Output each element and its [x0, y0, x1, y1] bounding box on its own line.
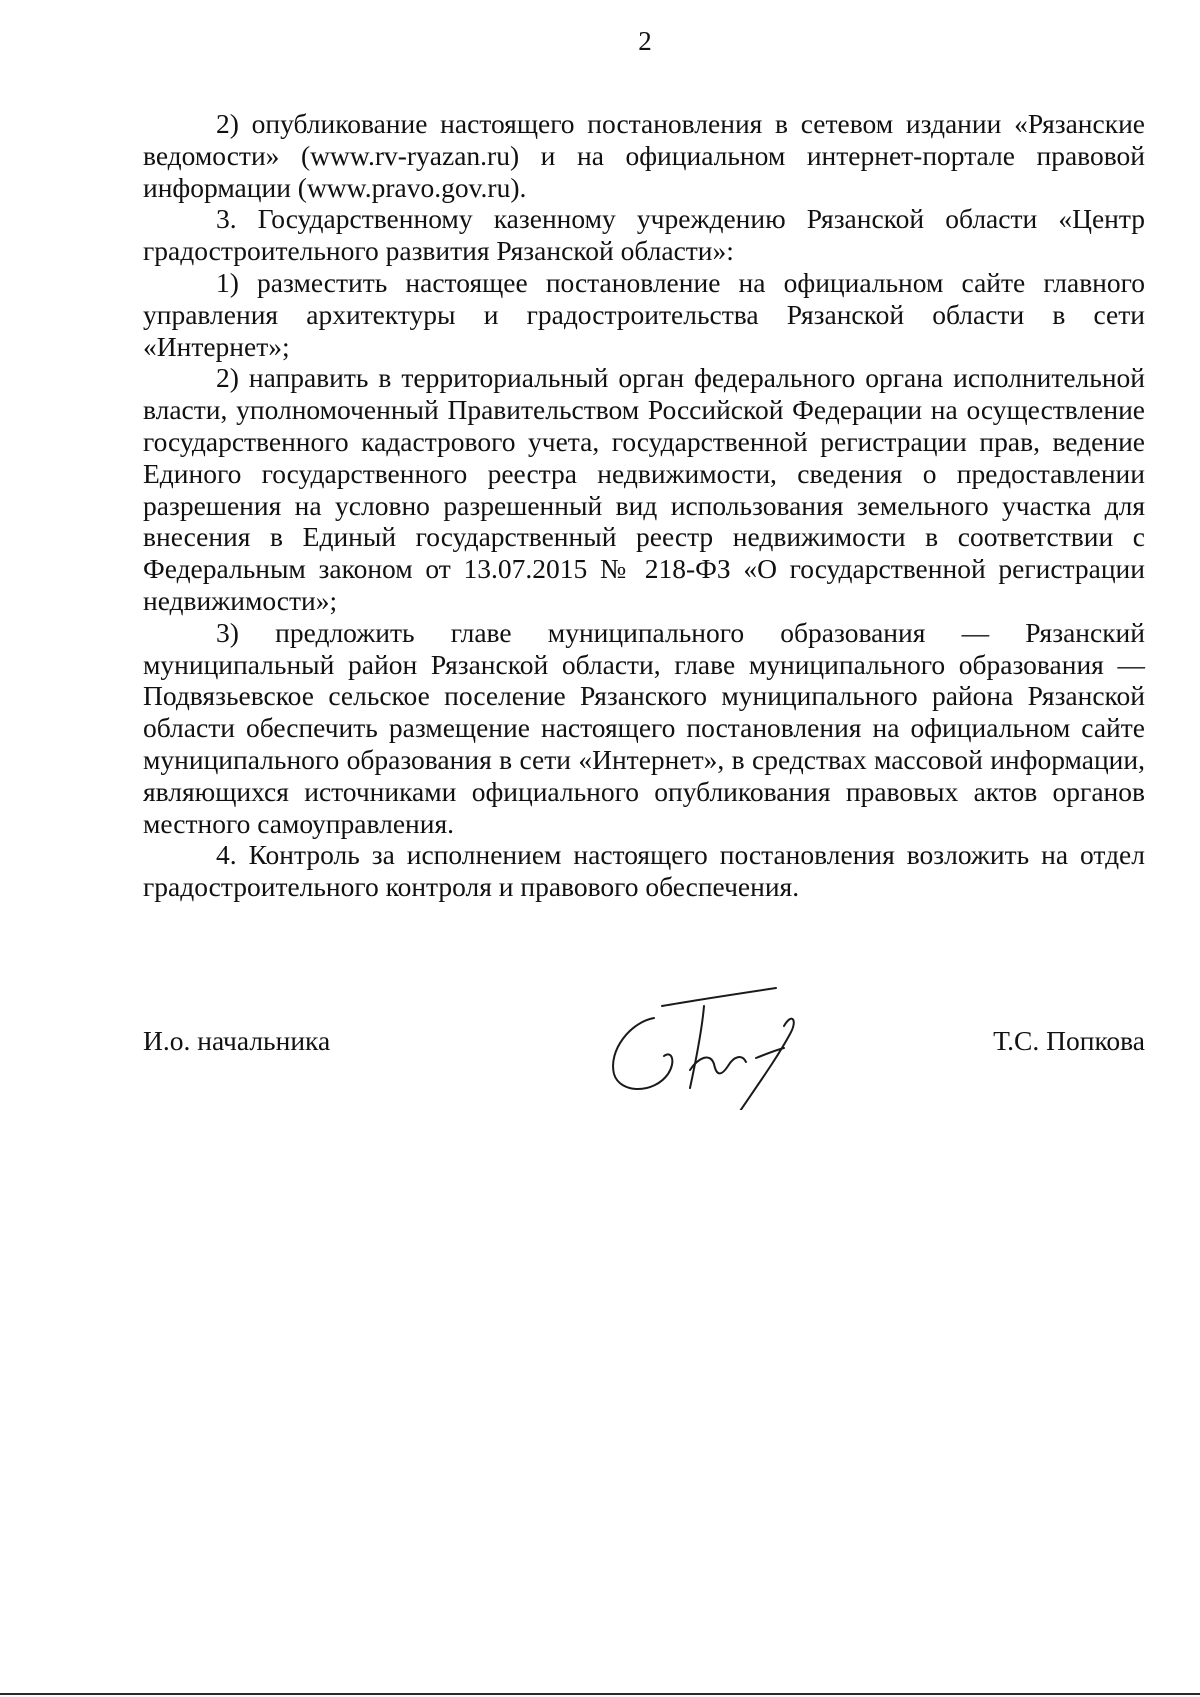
paragraph-propose-municipal: 3) предложить главе муниципального образования — Рязанский муниципальный район Рязанской области, главе муниципального образования — Подвязьевское сельское поселение Рязанского муниципального района Рязанской области обеспечить размещение настоящего постановления на официальном сайте муниципального образования в сети «Интернет», в средствах массовой информации, являющихся источниками официального опубликования правовых актов органов местного самоуправления.	[143, 616, 1145, 839]
paragraph-publication: 2) опубликование настоящего постановления в сетевом издании «Рязанские ведомости» (www.rv-ryazan.ru) и на официальном интернет-портале правовой информации (www.pravo.gov.ru).	[143, 108, 1145, 203]
page-edge-line	[0, 1693, 1200, 1695]
page-number: 2	[638, 26, 652, 56]
signer-position: И.о. начальника	[143, 1025, 331, 1056]
paragraph-control: 4. Контроль за исполнением настоящего постановления возложить на отдел градостроительного контроля и правового обеспечения.	[143, 839, 1145, 903]
signer-name: Т.С. Попкова	[993, 1025, 1145, 1056]
document-body	[143, 108, 1145, 903]
handwritten-signature	[606, 970, 826, 1110]
paragraph-send-to-registry: 2) направить в территориальный орган федерального органа исполнительной власти, уполномоченный Правительством Российской Федерации на осуществление государственного кадастрового учета, государственной регистрации прав, ведение Единого государственного реестра недвижимости, сведения о предоставлении разрешения на условно разрешенный вид использования земельного участка для внесения в Единый государственный реестр недвижимости в соответствии с Федеральным законом от 13.07.2015 № 218-ФЗ «О государственной регистрации недвижимости»;	[143, 362, 1145, 616]
paragraph-gku-instruction: 3. Государственному казенному учреждению Рязанской области «Центр градостроительного развития Рязанской области»:	[143, 203, 1145, 267]
paragraph-post-website: 1) разместить настоящее постановление на официальном сайте главного управления архитектуры и градостроительства Рязанской области в сети «Интернет»;	[143, 266, 1145, 362]
